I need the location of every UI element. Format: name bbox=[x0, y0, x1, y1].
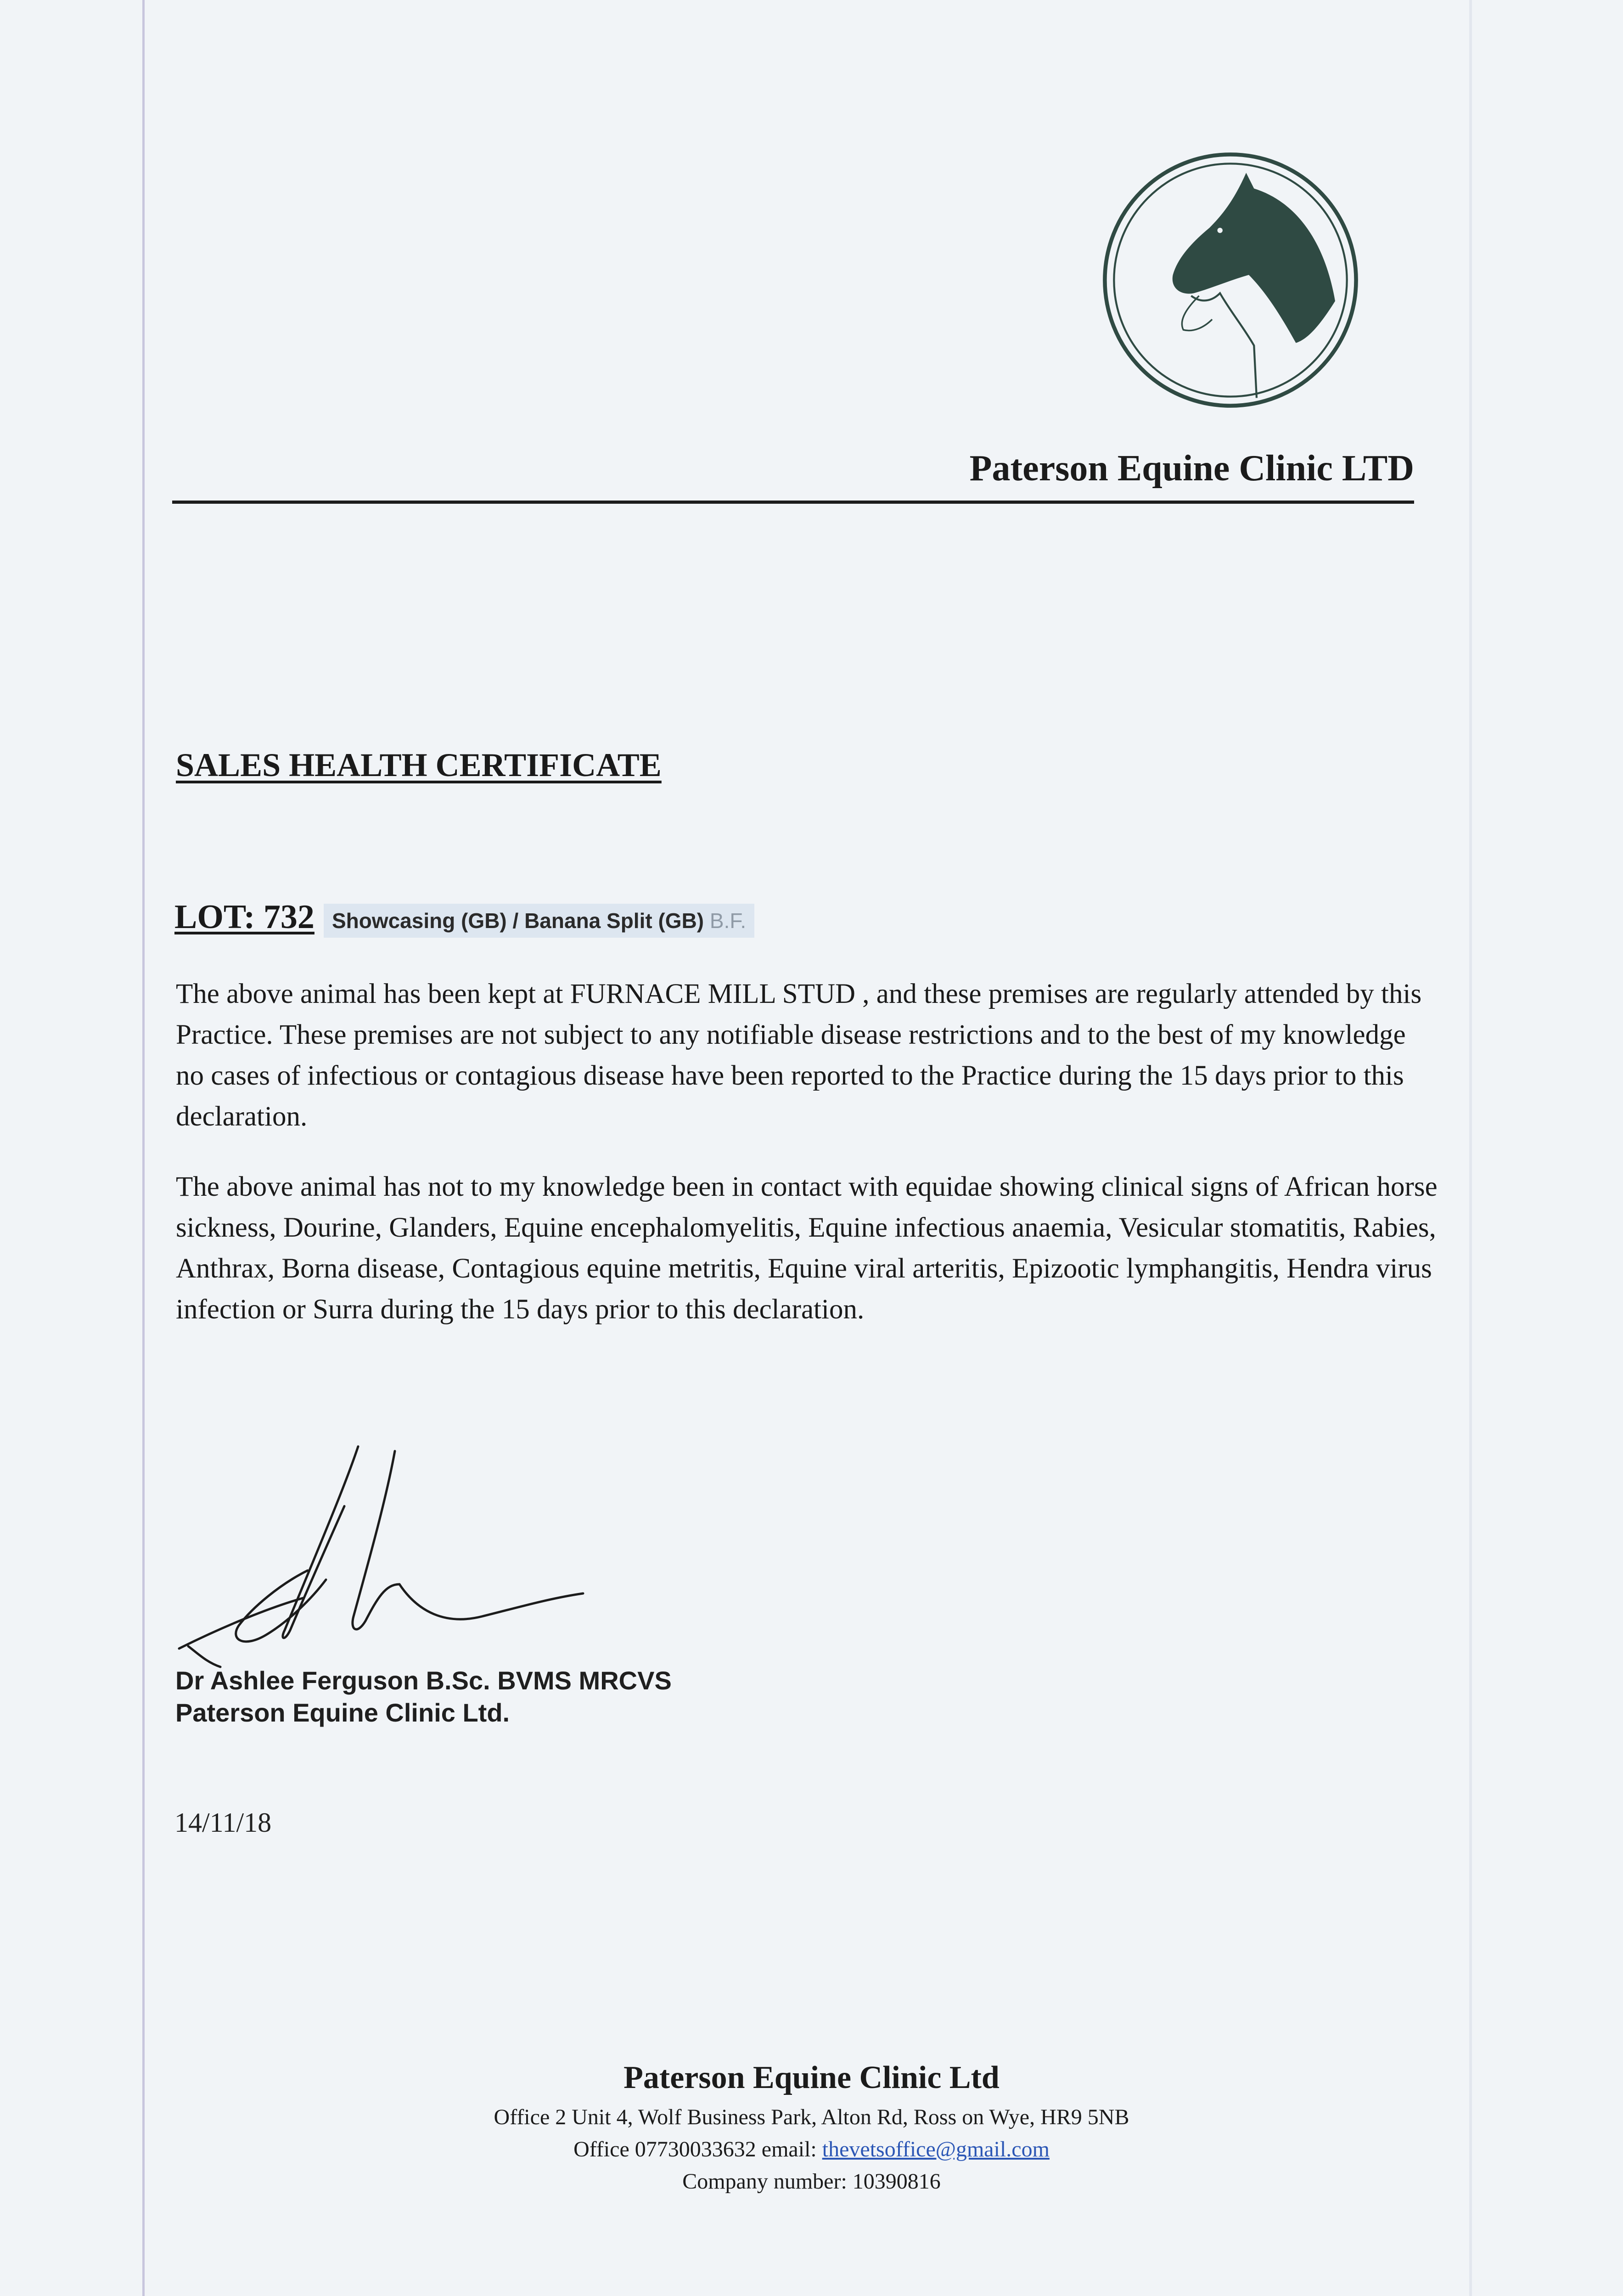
signatory-block bbox=[175, 1665, 672, 1729]
lot-row bbox=[174, 898, 754, 938]
clinic-name-header: Paterson Equine Clinic LTD bbox=[969, 448, 1414, 489]
certificate-date: 14/11/18 bbox=[174, 1807, 272, 1838]
lot-description bbox=[324, 904, 754, 938]
horse-head-icon bbox=[1100, 149, 1361, 411]
disease-contact-declaration: The above animal has not to my knowledge been in contact with equidae showing clinical signs of African horse sickness, Dourine, Glanders, Equine encephalomyelitis, Equine infectious anaemia, Vesicular stomatitis, Rabies, Anthrax, Borna disease, Contagious equine metritis, Equine viral arteritis, Epizootic lymphangitis, Hendra virus infection or Surra during the 15 days prior to this declaration. bbox=[176, 1171, 1438, 1325]
footer-address: Office 2 Unit 4, Wolf Business Park, Alton Rd, Ross on Wye, HR9 5NB bbox=[494, 2105, 1129, 2129]
footer-clinic-name: Paterson Equine Clinic Ltd bbox=[623, 2060, 1000, 2095]
footer-phone: Office 07730033632 email: bbox=[573, 2137, 817, 2161]
lot-label: LOT: 732 bbox=[174, 898, 314, 936]
lot-horse-pedigree: Showcasing (GB) / Banana Split (GB) bbox=[331, 909, 704, 933]
certificate-title: SALES HEALTH CERTIFICATE bbox=[176, 747, 662, 783]
footer-contact bbox=[0, 2137, 1623, 2162]
signatory-organisation: Paterson Equine Clinic Ltd. bbox=[175, 1698, 510, 1727]
header-divider bbox=[172, 501, 1414, 504]
footer-email-link[interactable]: thevetsoffice@gmail.com bbox=[822, 2137, 1050, 2161]
signatory-name: Dr Ashlee Ferguson B.Sc. BVMS MRCVS bbox=[175, 1666, 672, 1695]
left-margin-line bbox=[142, 0, 145, 2296]
lot-suffix: B.F. bbox=[709, 909, 747, 933]
footer-company-number: Company number: 10390816 bbox=[682, 2169, 941, 2194]
premises-declaration: The above animal has been kept at FURNACE MILL STUD , and these premises are regularly attended by this Practice. These premises are not subject to any notifiable disease restrictions and to the best of my knowledge no cases of infectious or contagious disease have been reported to the Practice during the 15 days prior to this declaration. bbox=[176, 979, 1422, 1132]
right-margin-line bbox=[1469, 0, 1472, 2296]
handwritten-signature bbox=[170, 1433, 611, 1681]
